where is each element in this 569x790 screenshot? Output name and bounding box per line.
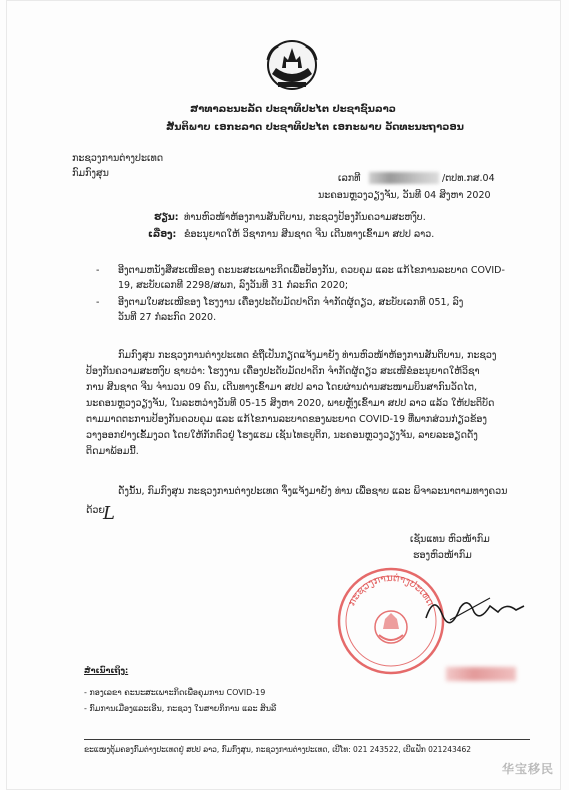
ref-2-line-2: ວັນທີ 27 ກໍລະກົດ 2020. [118,312,217,323]
ref-1-line-2: 19, ສະບັບເລກທີ 2298/ສພກ, ລົງວັນທີ 31 ກໍລະກົດ 2020; [118,280,349,291]
ref-bullet: - [96,297,100,308]
closing-line: ດັ່ງນັ້ນ, ກົມກົງສຸນ ກະຊວງການຕ່າງປະເທດ ຈຶ່ງແຈ້ງມາຍັງ ທ່ານ ເພື່ອຊາບ ແລະ ພິຈາລະນາຕາມທາງຄວນ [118,486,508,497]
stamp-arc-text: ກະຊວງການຕ່າງປະເທດ [346,572,436,608]
sender-ministry: ກະຊວງການຕ່າງປະເທດ [72,153,164,164]
redacted-signatory-name [446,667,516,681]
header-line-2: ສັນຕິພາບ ເອກະລາດ ປະຊາທິປະໄຕ ເອກະພາບ ວັດທະນະຖາວອນ [166,122,464,133]
ref-bullet: - [96,265,100,276]
body-line: ກົມກົງສຸນ ກະຊວງການຕ່າງປະເທດ ຂໍຖືເປັນກຽດແຈ້ງມາຍັງ ທ່ານຫົວໜ້າຫ້ອງການສັນຕິບານ, ກະຊວງ [118,350,497,361]
body-line: ຕາມມາດຕະການປ້ອງກັນຄວບຄຸມ ແລະ ແກ້ໄຂການລະບາດຂອງພະຍາດ COVID-19 ທີ່ພາກສ່ວນກ່ຽວຂ້ອງ [86,414,487,425]
body-line: ປ້ອງກັນຄວາມສະຫງົບ ຊາບວ່າ: ໂຮງງານ ເຄື່ອງປະດັບມັດປາດິກ ຈໍາກັດຜູ້ດຽວ ສະເໜີຂໍອະນຸຍາດໃຫ້ວິຊາ [86,366,480,377]
national-emblem-icon [260,38,324,92]
body-line: ວາງອອກຢ່າງເຂັ້ມງວດ ໂດຍໃຫ້ກັກຕົວຢູ່ ໂຮງແຮມ ເຊັນໄທຣບູຕິກ, ນະຄອນຫຼວງວຽງຈັນ, ລາຍລະອຽດດັ່ງ [86,430,478,441]
footer-address: ຂະແໜງຕຸ້ມຄອງກົມຕ່າງປະເທດຢູ່ ສປປ ລາວ, ກົມກົງສຸນ, ກະຊວງການຕ່າງປະເທດ, ເບີໂທ: 021 243522, ເບີແຟັກ 021243462 [84,745,472,754]
place-date: ນະຄອນຫຼວງວຽງຈັນ, ວັນທີ 04 ສິງຫາ 2020 [318,190,491,201]
doc-number-label: ເລກທີ [338,173,361,184]
body-line: ນະຄອນຫຼວງວຽງຈັນ, ໃນລະຫວ່າງວັນທີ 05-15 ສິງຫາ 2020, ພາຍຫຼັງເຂົ້າມາ ສປປ ລາວ ແລ້ວ ໃຫ້ປະຕິບັດ [86,398,495,409]
body-line: ຕິດມາພ້ອມນີ້. [86,446,139,457]
to-text: ທ່ານຫົວໜ້າຫ້ອງການສັນຕິບານ, ກະຊວງປ້ອງກັນຄວາມສະຫງົບ. [184,212,426,223]
cc-item-1: - ກອງເລຂາ ຄະນະສະເພາະກິດເພື່ອຄຸມການ COVID-19 [84,688,266,697]
re-label: ເລື່ອງ: [148,229,177,240]
doc-number-suffix: /ຕປທ.ກສ.04 [442,173,495,184]
re-text: ຂໍອະນຸຍາດໃຫ້ ວິຊາການ ສີນຊາດ ຈີນ ເດີນທາງເຂົ້າມາ ສປປ ລາວ. [184,229,435,240]
cc-label: ສໍາເນົາເຖິງ: [84,666,129,675]
handwritten-signature [420,588,530,628]
header-line-1: ສາທາລະນະລັດ ປະຊາທິປະໄຕ ປະຊາຊົນລາວ [190,104,396,115]
body-line: ການ ສີນຊາດ ຈີນ ຈໍານວນ 09 ຄົນ, ເດີນທາງເຂົ້າມາ ສປປ ລາວ ໂດຍຜ່ານດ່ານສະໜາມບິນສາກົນວັດໄຕ, [86,382,477,393]
signature-title-2: ຮອງຫົວໜ້າກົມ [413,550,472,561]
closing-line: ດ້ວຍ. [86,505,108,516]
watermark: 华宝移民 [502,762,555,776]
footer-divider [84,739,530,740]
ref-1-line-1: ອີງຕາມຫນັງສືສະເໜີຂອງ ຄະນະສະເພາະກິດເພື່ອປ້ອງກັນ, ຄວບຄຸມ ແລະ ແກ້ໄຂການລະບາດ COVID- [118,265,505,276]
sender-office: ກົມກົງສຸນ [72,168,109,179]
handwritten-mark: L [103,503,115,524]
to-label: ຮຽນ: [154,212,179,223]
ref-2-line-1: ອີງຕາມໃບສະເໜີຂອງ ໂຮງງານ ເຄື່ອງປະດັບມັດປາດິກ ຈໍາກັດຜູ້ດຽວ, ສະບັບເລກທີ 051, ລົງ [118,297,464,308]
signature-title-1: ເຊັນແທນ ຫົວໜ້າກົມ [410,534,490,545]
redacted-number [369,172,439,184]
cc-item-2: - ກົມການເມືອງແລະເອີນ, ກະຊວງ ໃນສາຍກິການ ແລະ ສິນລີ [84,704,277,713]
